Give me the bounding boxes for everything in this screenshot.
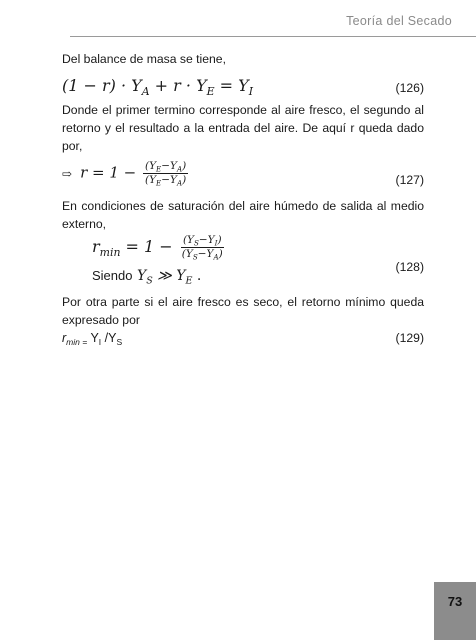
header-rule (70, 36, 476, 37)
equation-129: $r_{min =}$ $Y_I$ $/Y_S$ (62, 331, 123, 347)
equation-128-condition: Siendo $Y_S$ ≫ $Y_E$ . (92, 268, 202, 287)
eq126-term1: (1 − r) · Y (62, 76, 142, 95)
implies-arrow-icon: ⇨ (62, 166, 73, 181)
page-number: 73 (447, 594, 463, 609)
equation-number-129: (129) (395, 331, 424, 345)
equation-number-126: (126) (395, 81, 424, 95)
page-number-tab (434, 582, 476, 640)
equation-number-128: (128) (395, 260, 424, 274)
eq128-fraction: $\frac{(Y_S-Y_I)}{(Y_S-Y_A)}$ (181, 234, 223, 262)
paragraph-mass-balance: Del balance de masa se tiene, (62, 52, 226, 66)
paragraph-dry-air: Por otra parte si el aire fresco es seco, el retorno mínimo queda expresado por (62, 295, 424, 327)
equation-128: $r_{min} = 1$ − $\frac{(Y_S-Y_I)}{(Y_S-Y_A)}$ (92, 234, 223, 262)
equation-126: $(1 - r) \cdot Y_A + r \cdot Y_E = Y_I$ (62, 76, 254, 98)
eq126-term2: + r · Y (149, 76, 207, 95)
equation-127: ⇨ r = 1 − $\frac{(Y_E-Y_A)}{(Y_E-Y_A)}$ (62, 160, 187, 188)
equation-number-127: (127) (395, 173, 424, 187)
eq126-term3: = Y (214, 76, 249, 95)
paragraph-saturation: En condiciones de saturación del aire húmedo de salida al medio externo, (62, 199, 424, 231)
eq127-fraction: $\frac{(Y_E-Y_A)}{(Y_E-Y_A)}$ (145, 160, 187, 188)
running-header: Teoría del Secado (346, 14, 452, 28)
paragraph-explanation: Donde el primer termino corresponde al aire fresco, el segundo al retorno y el resultado a la entrada del aire. De aquí r queda dado por, (62, 103, 424, 153)
